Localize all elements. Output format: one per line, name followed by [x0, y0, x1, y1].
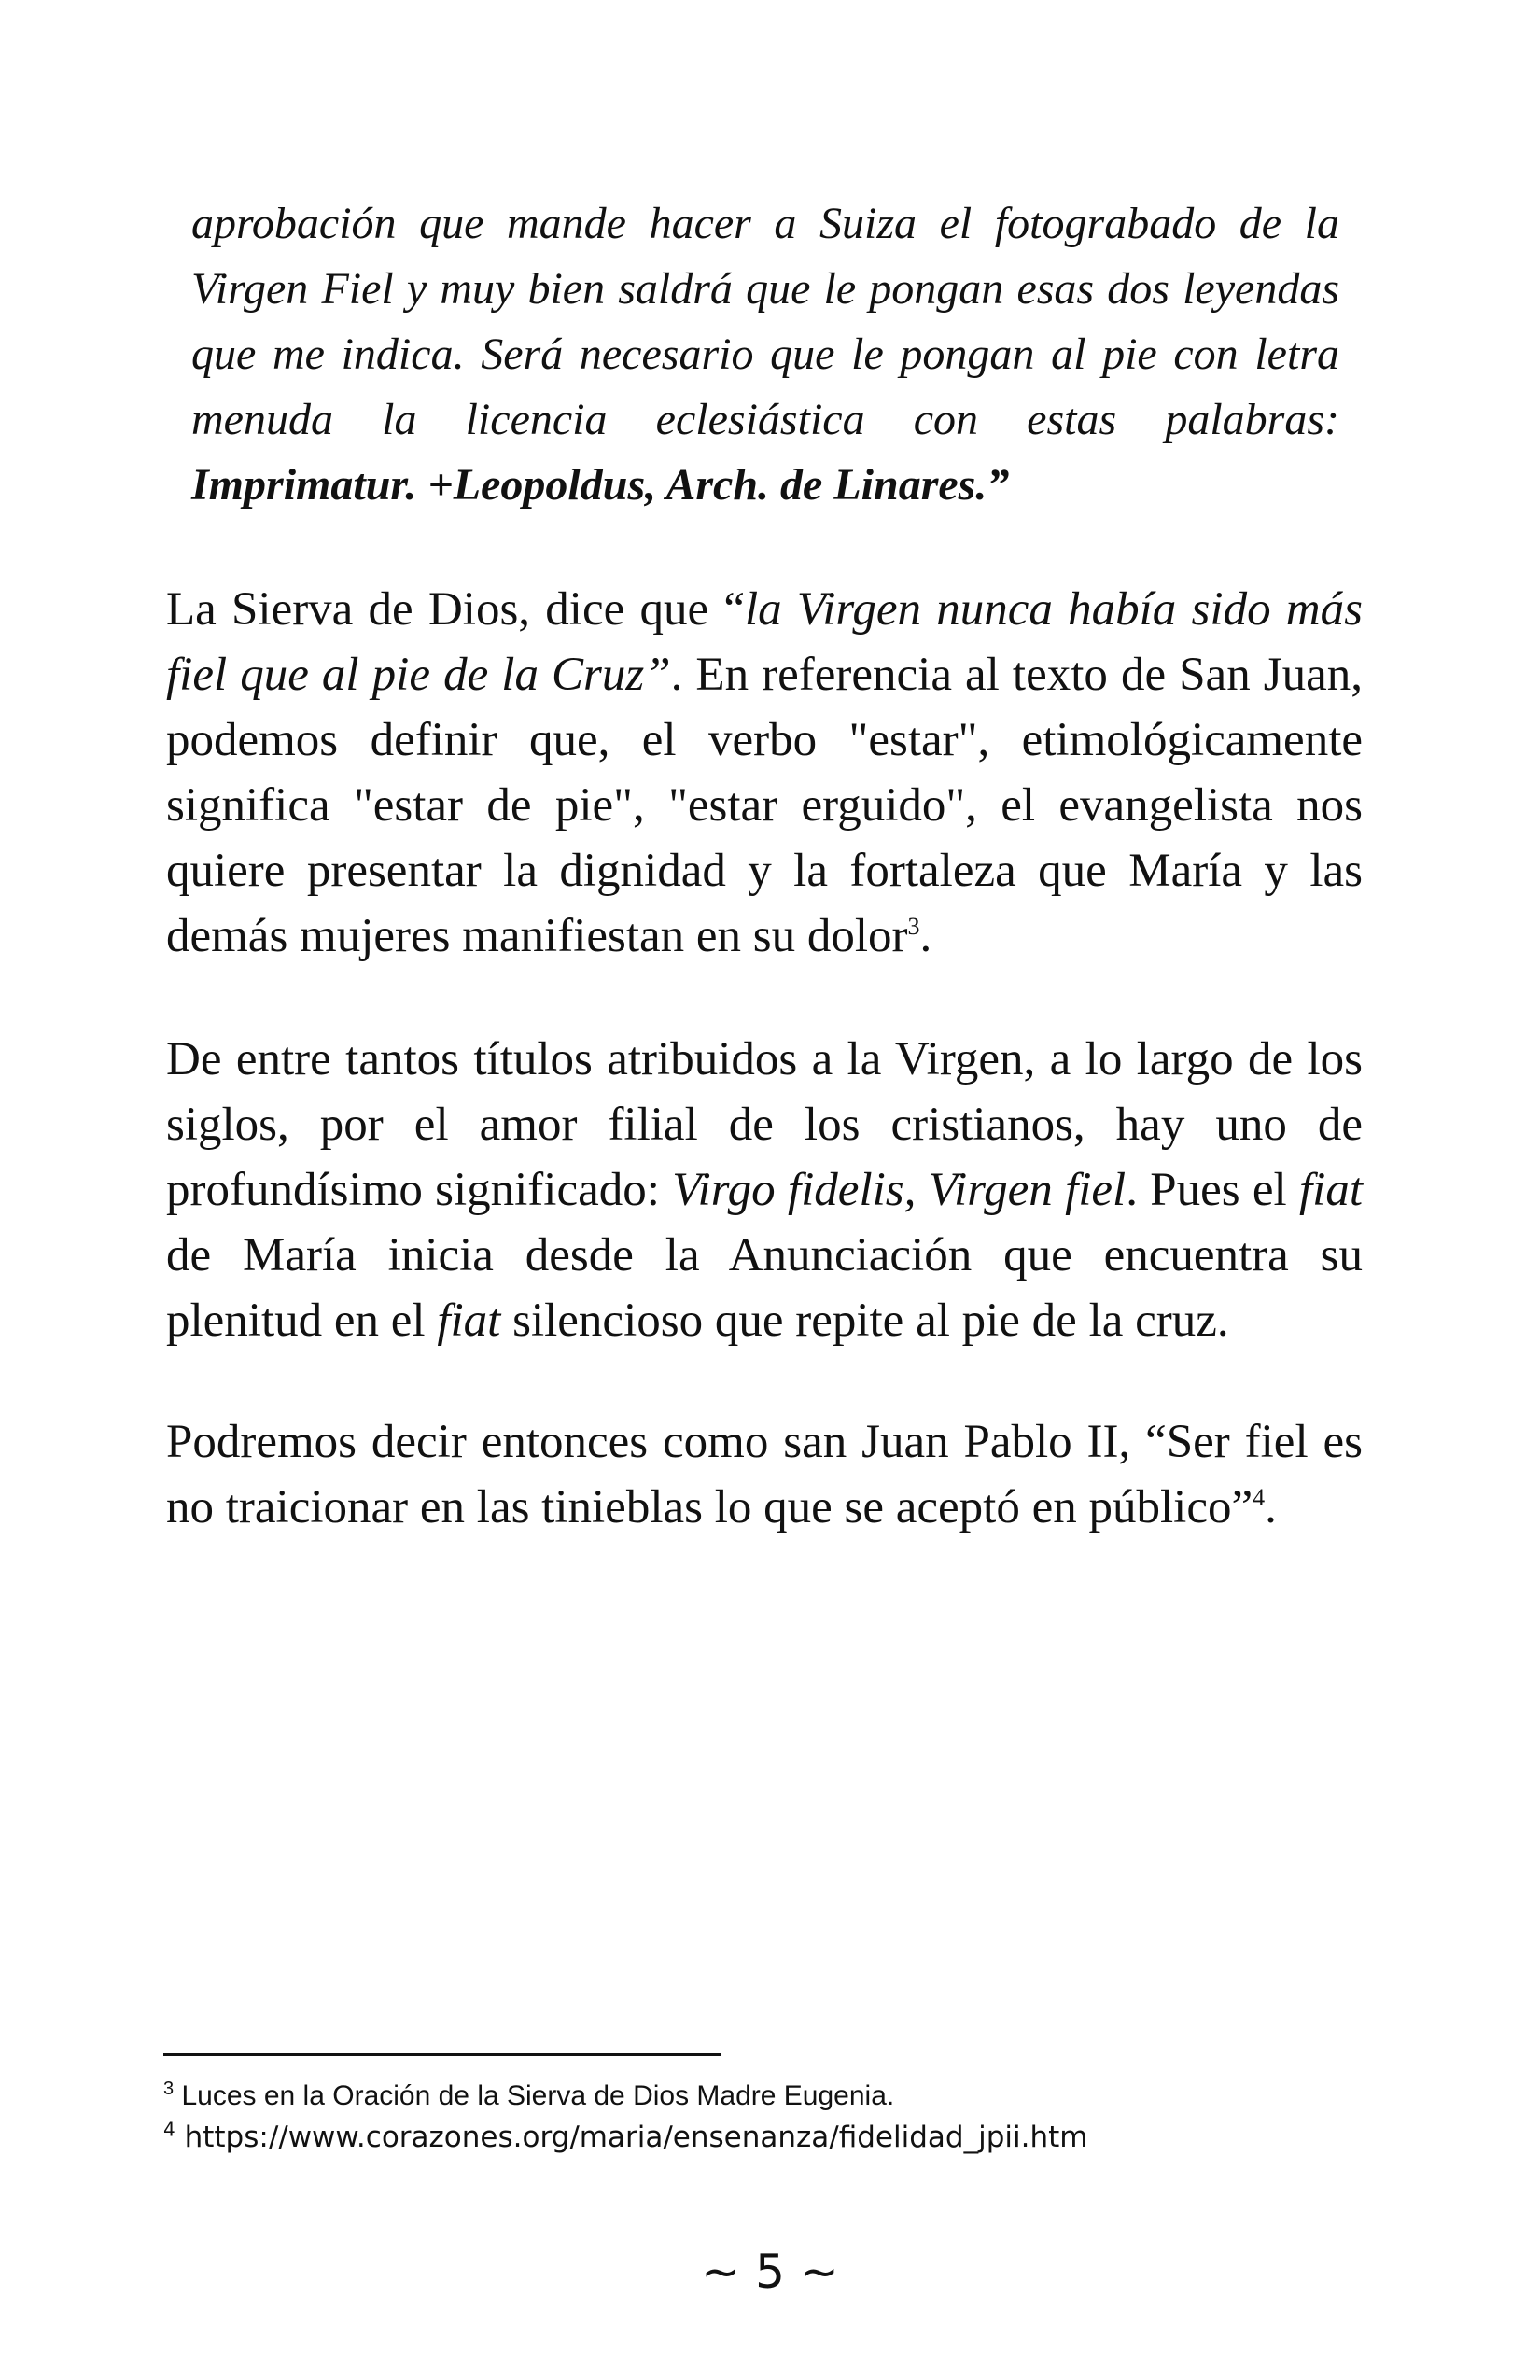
- paragraph-text: de María inicia desde la Anunciación que encuentra su plenitud en el: [166, 1229, 1363, 1347]
- footnote-text: Luces en la Oración de la Sierva de Dios Madre Eugenia.: [174, 2080, 895, 2111]
- quote-text: aprobación que mande hacer a Suiza el fotograbado de la Virgen Fiel y muy bien saldrá que le pongan esas dos leyendas que me indica. Será necesario que le pongan al pie con letra menuda la licencia eclesiástica con estas palabras:: [191, 199, 1339, 444]
- paragraph-italic-virgo-fidelis: Virgo fidelis, Virgen fiel: [672, 1164, 1127, 1216]
- page-number: ~ 5 ~: [701, 2245, 839, 2299]
- imprimatur-text: Imprimatur. +Leopoldus, Arch. de Linares.”: [191, 460, 1010, 510]
- footnote-3: [163, 2078, 894, 2115]
- footnote-ref-3: 3: [907, 913, 920, 940]
- footnote-separator: [163, 2053, 721, 2056]
- paragraph-text: La Sierva de Dios, dice que “: [166, 583, 745, 636]
- footnote-link[interactable]: https://www.corazones.org/maria/ensenanza/fidelidad_jpii.htm: [175, 2121, 1088, 2154]
- paragraph-sierva-de-dios: [166, 577, 1363, 969]
- paragraph-titulos: [166, 1027, 1363, 1353]
- paragraph-italic-fiat: fiat: [437, 1295, 501, 1347]
- paragraph-italic-fiat: fiat: [1298, 1164, 1363, 1216]
- footnote-4: [163, 2119, 1087, 2156]
- paragraph-text: Podremos decir entonces como san Juan Pablo II, “Ser fiel es no traicionar en las tinieblas lo que se aceptó en público”: [166, 1416, 1363, 1533]
- quoted-letter: [191, 191, 1339, 518]
- paragraph-text: .: [919, 910, 932, 962]
- paragraph-text: .: [1265, 1481, 1277, 1533]
- paragraph-text: De entre tantos títulos atribuidos a la Virgen, a lo largo de los siglos, por el amor filial de los cristianos, hay uno de profundísimo significado:: [166, 1033, 1363, 1216]
- footnote-ref-4: 4: [1253, 1484, 1266, 1511]
- paragraph-text: . Pues el: [1126, 1164, 1299, 1216]
- paragraph-juan-pablo: [166, 1409, 1363, 1540]
- paragraph-italic-quote: la Virgen nunca había sido más fiel que al pie de la Cruz”: [166, 583, 1363, 701]
- paragraph-text: . En referencia al texto de San Juan, podemos definir que, el verbo "estar", etimológicamente significa "estar de pie", "estar erguido", el evangelista nos quiere presentar la dignidad y la fortaleza que María y las demás mujeres manifiestan en su dolor: [166, 649, 1364, 962]
- paragraph-text: silencioso que repite al pie de la cruz.: [500, 1295, 1229, 1347]
- footnote-number: 4: [163, 2118, 175, 2141]
- footnote-number: 3: [163, 2079, 175, 2099]
